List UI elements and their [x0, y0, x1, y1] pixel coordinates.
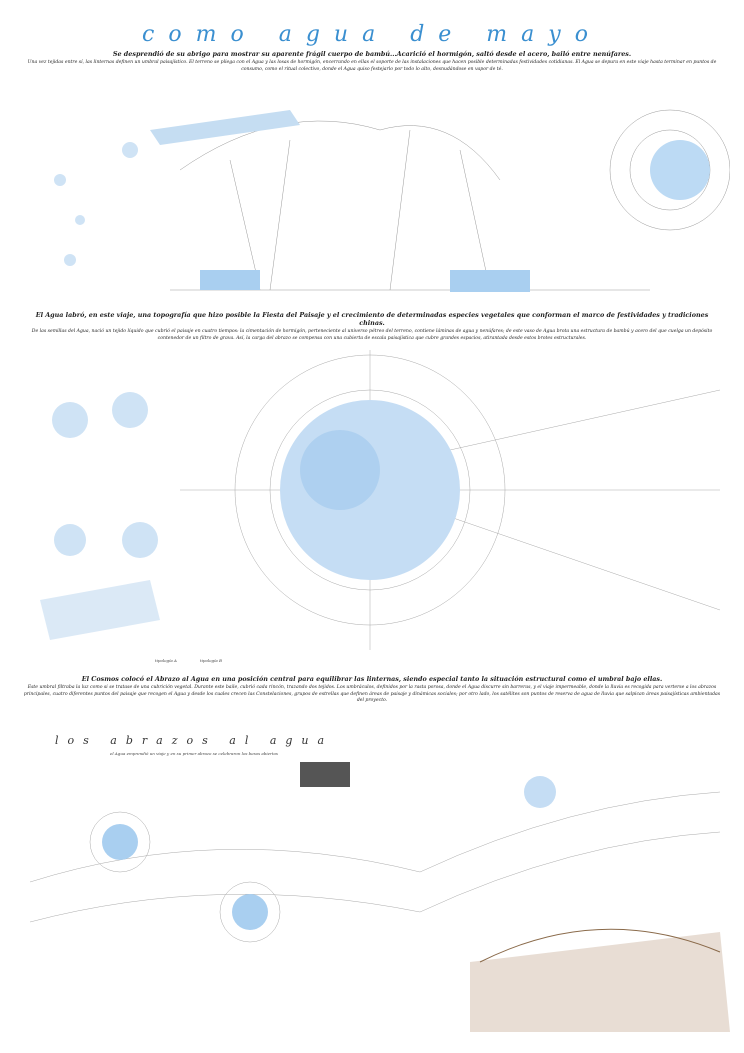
section3-text: [22, 675, 722, 705]
section3-body: Este umbral filtraba la luz como si se tratase de una cubrición vegetal. Durante este baile, cubrió cada rincón, trazando dos tejidos. Los umbráculos, definidos por la rasta porosa, donde el Agua discurre sin barreras, y el viaje impermeable, donde la lluvia es recogida para verterse a los abrazos principales, cuatro diferentes puntos del paisaje que recogen el Agua y desde los cuales crecen las Constelaciones, grupos de estrellas que definen áreas de paisaje y dinámicas sociales; por otro lado, los satélites son puntos de reserva de agua de lluvia que salpican áreas paisajísticas ambientadas del proyecto.: [23, 685, 721, 703]
section4-title: los abrazos al agua: [55, 734, 334, 747]
detail-drawings: [20, 762, 730, 1042]
section2-lead: El Agua labró, en este viaje, una topografía que hizo posible la Fiesta del Paisaje y el crecimiento de determinadas especies vegetales que conforman el marco de festividades y tradiciones chinas.: [35, 311, 709, 327]
label-tipologia-a: tipología A: [155, 658, 177, 663]
section-elevation-drawing: [30, 90, 730, 305]
section4-caption: el Agua emprendió un viaje y en su primer abrazo se celebraron los besos abiertos: [110, 751, 278, 756]
section2-body: De las semillas del Agua, nació un tejido líquido que cubrió el paisaje en cuatro tiempos: la cimentación de hormigón, perteneciente al universo pétreo del terreno, contiene láminas de agua y nenúfares; de este vaso de Agua brota una estructura de bambú y acero del que cuelga un depósito contenedor de un filtro de grava. Así, la carga del abrazo se compensa con una cubierta de escala paisajística que cubre grandes espacios, atirantada desde estos brotes estructurales.: [31, 329, 713, 341]
section3-lead: El Cosmos colocó el Abrazo al Agua en una posición central para equilibrar las linternas, siendo especial tanto la situación estructural como el umbral bajo ellas.: [81, 675, 663, 683]
intro-text: [22, 50, 722, 73]
label-tipologia-b: tipología B: [200, 658, 222, 663]
poster-title: como agua de mayo: [142, 22, 602, 47]
intro-body: Una vez tejidas entre sí, las linternas definen un umbral paisajístico. El terreno se pliega con el Agua y las losas de hormigón, encerrando en ellas el soporte de las instalaciones que hacen posible determinadas festividades cotidianas. El Agua se depura en este viaje hasta terminar en puntos de consumo, como el ritual colectivo, donde el Agua quiso festejarlo por todo lo alto, desnudándose en vapor de té.: [27, 60, 717, 72]
section2-text: [22, 311, 722, 342]
plan-drawing: [30, 350, 720, 650]
intro-lead: Se desprendió de su abrigo para mostrar su aparente frágil cuerpo de bambú...Acarició el hormigón, saltó desde el acero, bailó entre nenúfares.: [112, 50, 632, 58]
